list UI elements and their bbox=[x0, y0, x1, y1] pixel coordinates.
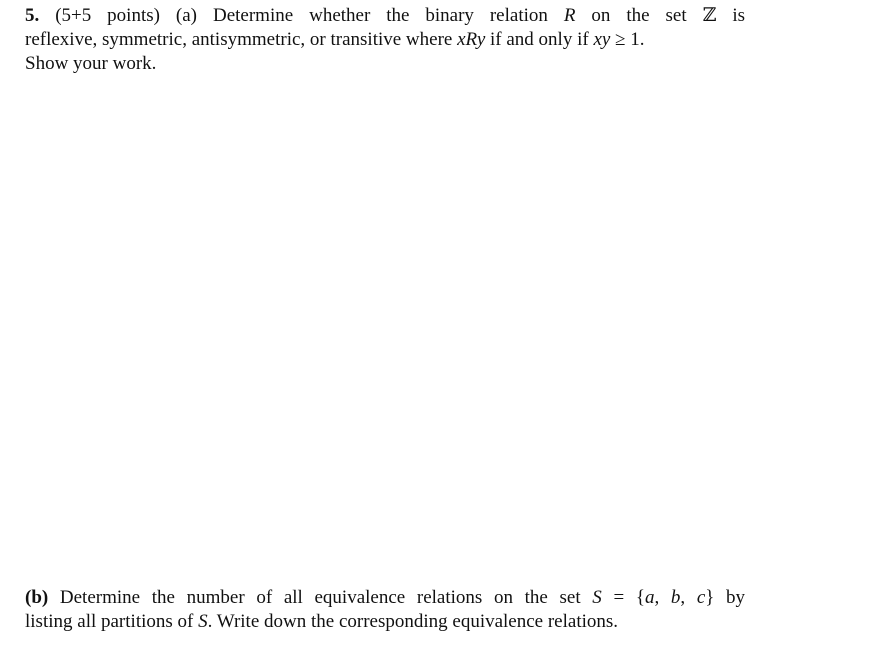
equals-sign: = bbox=[613, 587, 625, 608]
relation-symbol-r: R bbox=[563, 5, 576, 26]
set-brace-close: } bbox=[705, 587, 715, 608]
part-a-text-3: is bbox=[732, 5, 746, 26]
math-xy: xy bbox=[593, 29, 611, 50]
element-b: b bbox=[670, 587, 681, 608]
problem-number: 5. bbox=[25, 5, 40, 26]
math-x: x bbox=[457, 29, 466, 50]
part-a-line-3: Show your work. bbox=[25, 53, 157, 74]
element-c: c bbox=[696, 587, 706, 608]
part-b-text-3: listing all partitions of bbox=[25, 611, 194, 632]
part-a-properties-text: reflexive, symmetric, antisymmetric, or transitive where bbox=[25, 29, 453, 50]
set-s-symbol: S bbox=[592, 587, 602, 608]
part-a-text-2: on the set bbox=[591, 5, 687, 26]
element-a: a bbox=[644, 587, 655, 608]
part-b-line-2 bbox=[25, 610, 745, 634]
math-r: R bbox=[465, 29, 477, 50]
part-b-label: (b) bbox=[25, 587, 49, 608]
part-a-label: (a) bbox=[175, 5, 198, 26]
part-b-text-2: by bbox=[726, 587, 746, 608]
set-s-symbol-2: S bbox=[198, 611, 208, 632]
integers-symbol: ℤ bbox=[702, 5, 717, 26]
math-geq-one: ≥ 1. bbox=[615, 29, 645, 50]
part-a-line-1 bbox=[25, 4, 745, 28]
part-b-text-4: . Write down the corresponding equivalence relations. bbox=[207, 611, 619, 632]
part-b-line-1: (b) Determine the number of all equivalence relations on the set S = {a, b, c} by bbox=[25, 587, 746, 608]
answer-space bbox=[25, 84, 745, 574]
math-y: y bbox=[476, 29, 486, 50]
set-brace-open: { bbox=[635, 587, 645, 608]
part-a-iff-text: if and only if bbox=[490, 29, 589, 50]
part-a-text-1: Determine whether the binary relation bbox=[212, 5, 548, 26]
part-a-line-2 bbox=[25, 28, 745, 52]
points-label: (5+5 points) bbox=[55, 5, 160, 26]
part-b-text-1: Determine the number of all equivalence relations on the set bbox=[59, 587, 581, 608]
problem-5-part-b bbox=[25, 586, 745, 634]
problem-5-part-a bbox=[25, 4, 745, 76]
